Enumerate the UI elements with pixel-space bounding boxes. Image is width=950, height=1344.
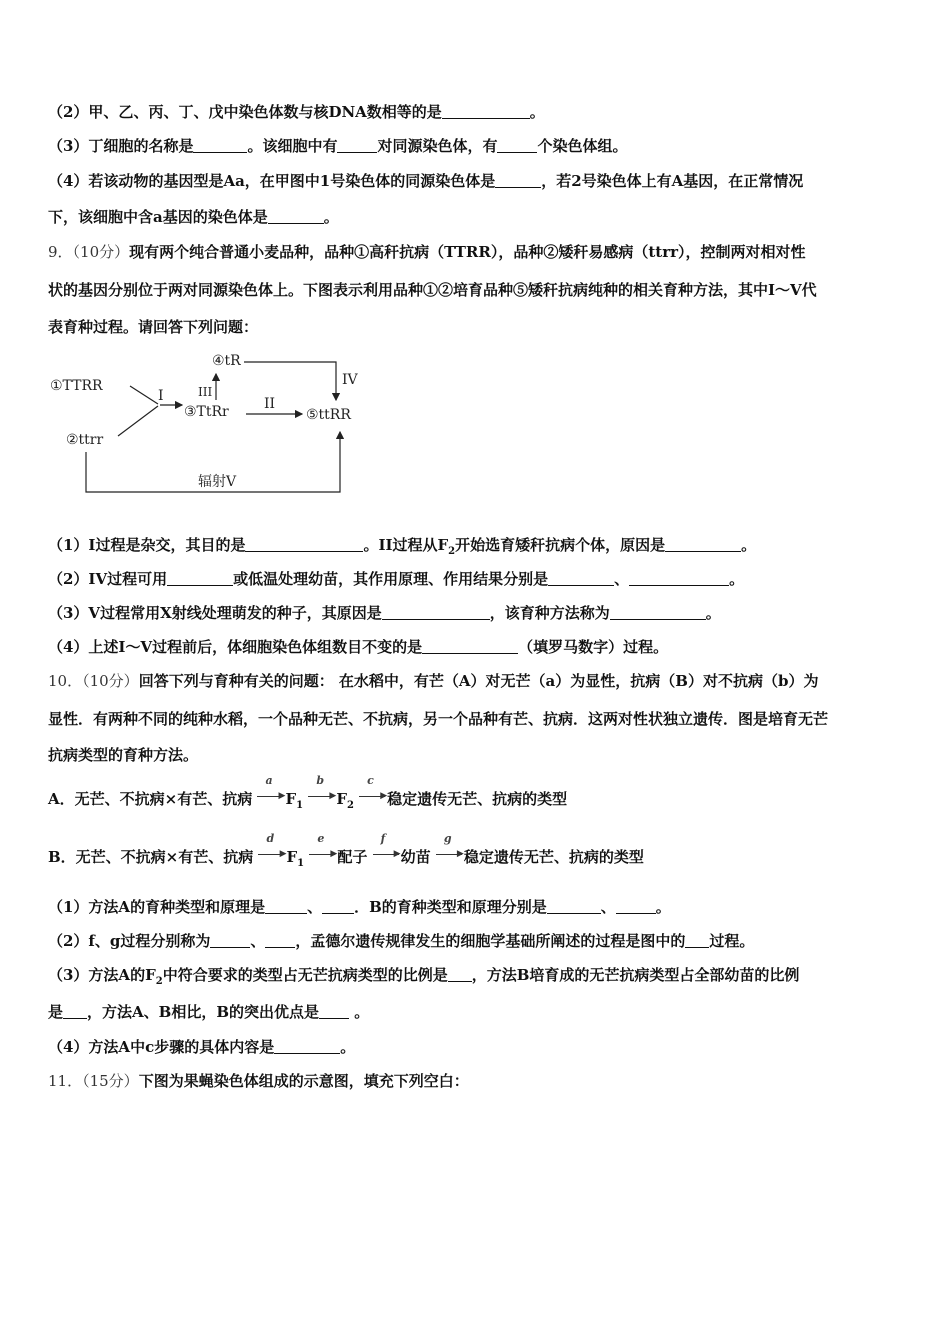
step-II: II bbox=[264, 396, 276, 412]
q10-stem-line3: 抗病类型的育种方法。 bbox=[48, 746, 199, 764]
answer-blank[interactable] bbox=[265, 932, 295, 948]
q10-stem-line2: 显性．有两种不同的纯种水稻，一个品种无芒、不抗病，另一个品种有芒、抗病．这两对性状独立遗传．图是培育无芒 bbox=[48, 710, 829, 728]
node-5: ⑤ttRR bbox=[306, 407, 351, 423]
answer-blank[interactable] bbox=[193, 137, 247, 153]
step-I: I bbox=[158, 388, 164, 404]
q8-part2: （2）甲、乙、丙、丁、戊中染色体数与核DNA数相等的是 。 bbox=[48, 103, 545, 121]
q10-part2: （2）f、g过程分别称为 、 ，孟德尔遗传规律发生的细胞学基础所阐述的过程是图中的 过程。 bbox=[48, 932, 755, 950]
q8-part4-line1: （4）若该动物的基因型是Aa，在甲图中1号染色体的同源染色体是 ，若2号染色体上有A基因，在正常情况 bbox=[48, 172, 804, 190]
answer-blank[interactable] bbox=[268, 208, 324, 224]
answer-blank[interactable] bbox=[319, 1003, 349, 1019]
answer-blank[interactable] bbox=[274, 1038, 340, 1054]
answer-blank[interactable] bbox=[547, 898, 601, 914]
answer-blank[interactable] bbox=[685, 932, 709, 948]
answer-blank[interactable] bbox=[210, 932, 250, 948]
q9-part3: （3）V过程常用X射线处理萌发的种子，其原因是 ，该育种方法称为 。 bbox=[48, 604, 721, 622]
step-V: 辐射V bbox=[198, 474, 237, 490]
node-4: ④tR bbox=[212, 353, 241, 369]
question-number: 11．（15分） bbox=[48, 1072, 139, 1090]
q9-stem-line1: 9．（10分）现有两个纯合普通小麦品种，品种①高秆抗病（TTRR），品种②矮秆易感病（ttrr），控制两对相对性 bbox=[48, 243, 806, 261]
node-3: ③TtRr bbox=[184, 404, 229, 420]
answer-blank[interactable] bbox=[665, 536, 741, 552]
step-IV: IV bbox=[342, 372, 358, 388]
answer-blank[interactable] bbox=[63, 1003, 87, 1019]
method-B-flow: B．无芒、不抗病×有芒、抗病 d ▶ $F_1$ e ▶ 配子 f ▶ 幼苗 g ▶ 稳定遗传无芒、抗病的类型 bbox=[48, 832, 644, 869]
q9-part1: （1）I过程是杂交，其目的是 。II过程从$F_2$开始选育矮秆抗病个体，原因是 。 bbox=[48, 536, 757, 557]
q10-part3-line1: （3）方法A的$F_2$中符合要求的类型占无芒抗病类型的比例是 ，方法B培育成的无芒抗病类型占全部幼苗的比例 bbox=[48, 966, 800, 987]
q10-part1: （1）方法A的育种类型和原理是 、 ．B的育种类型和原理分别是 、 。 bbox=[48, 898, 671, 916]
q8-part3: （3）丁细胞的名称是 。该细胞中有 对同源染色体，有 个染色体组。 bbox=[48, 137, 628, 155]
answer-blank[interactable] bbox=[442, 103, 530, 119]
answer-blank[interactable] bbox=[629, 570, 729, 586]
q9-part2: （2）IV过程可用 或低温处理幼苗，其作用原理、作用结果分别是 、 。 bbox=[48, 570, 745, 588]
q10-part3-line2: 是 ，方法A、B相比，B的突出优点是 。 bbox=[48, 1003, 370, 1021]
answer-blank[interactable] bbox=[322, 898, 354, 914]
arrow-g: g ▶ bbox=[436, 844, 464, 866]
q11-stem: 11．（15分）下图为果蝇染色体组成的示意图，填充下列空白： bbox=[48, 1072, 469, 1090]
answer-blank[interactable] bbox=[382, 604, 490, 620]
arrow-c: c ▶ bbox=[359, 786, 387, 808]
answer-blank[interactable] bbox=[448, 966, 472, 982]
q9-stem-line3: 表育种过程。请回答下列问题： bbox=[48, 318, 259, 336]
arrow-a: a ▶ bbox=[257, 786, 285, 808]
answer-blank[interactable] bbox=[616, 898, 656, 914]
arrow-b: b ▶ bbox=[308, 786, 336, 808]
q10-part4: （4）方法A中c步骤的具体内容是 。 bbox=[48, 1038, 356, 1056]
step-III: III bbox=[198, 385, 213, 399]
node-1: ①TTRR bbox=[50, 378, 103, 394]
answer-blank[interactable] bbox=[265, 898, 307, 914]
answer-blank[interactable] bbox=[497, 137, 537, 153]
q9-stem-line2: 状的基因分别位于两对同源染色体上。下图表示利用品种①②培育品种⑤矮秆抗病纯种的相关育种方法，其中I～V代 bbox=[48, 281, 817, 299]
arrow-d: d ▶ bbox=[258, 844, 286, 866]
question-number: 10．（10分） bbox=[48, 672, 139, 690]
q10-stem-line1: 10．（10分）回答下列与育种有关的问题： 在水稻中，有芒（A）对无芒（a）为显性，抗病（B）对不抗病（b）为 bbox=[48, 672, 819, 690]
answer-blank[interactable] bbox=[422, 638, 518, 654]
answer-blank[interactable] bbox=[167, 570, 233, 586]
answer-blank[interactable] bbox=[337, 137, 377, 153]
question-number: 9．（10分） bbox=[48, 243, 130, 261]
node-2: ②ttrr bbox=[66, 432, 104, 448]
arrow-e: e ▶ bbox=[309, 844, 337, 866]
method-A-flow: A．无芒、不抗病×有芒、抗病 a ▶ $F_1$ b ▶ $F_2$ c ▶ 稳定遗传无芒、抗病的类型 bbox=[48, 774, 568, 811]
arrow-f: f ▶ bbox=[373, 844, 401, 866]
answer-blank[interactable] bbox=[610, 604, 706, 620]
q9-part4: （4）上述I～V过程前后，体细胞染色体组数目不变的是 （填罗马数字）过程。 bbox=[48, 638, 669, 656]
answer-blank[interactable] bbox=[548, 570, 614, 586]
answer-blank[interactable] bbox=[495, 172, 541, 188]
answer-blank[interactable] bbox=[245, 536, 363, 552]
breeding-flow-diagram bbox=[48, 352, 368, 502]
q8-part4-line2: 下，该细胞中含a基因的染色体是 。 bbox=[48, 208, 339, 226]
